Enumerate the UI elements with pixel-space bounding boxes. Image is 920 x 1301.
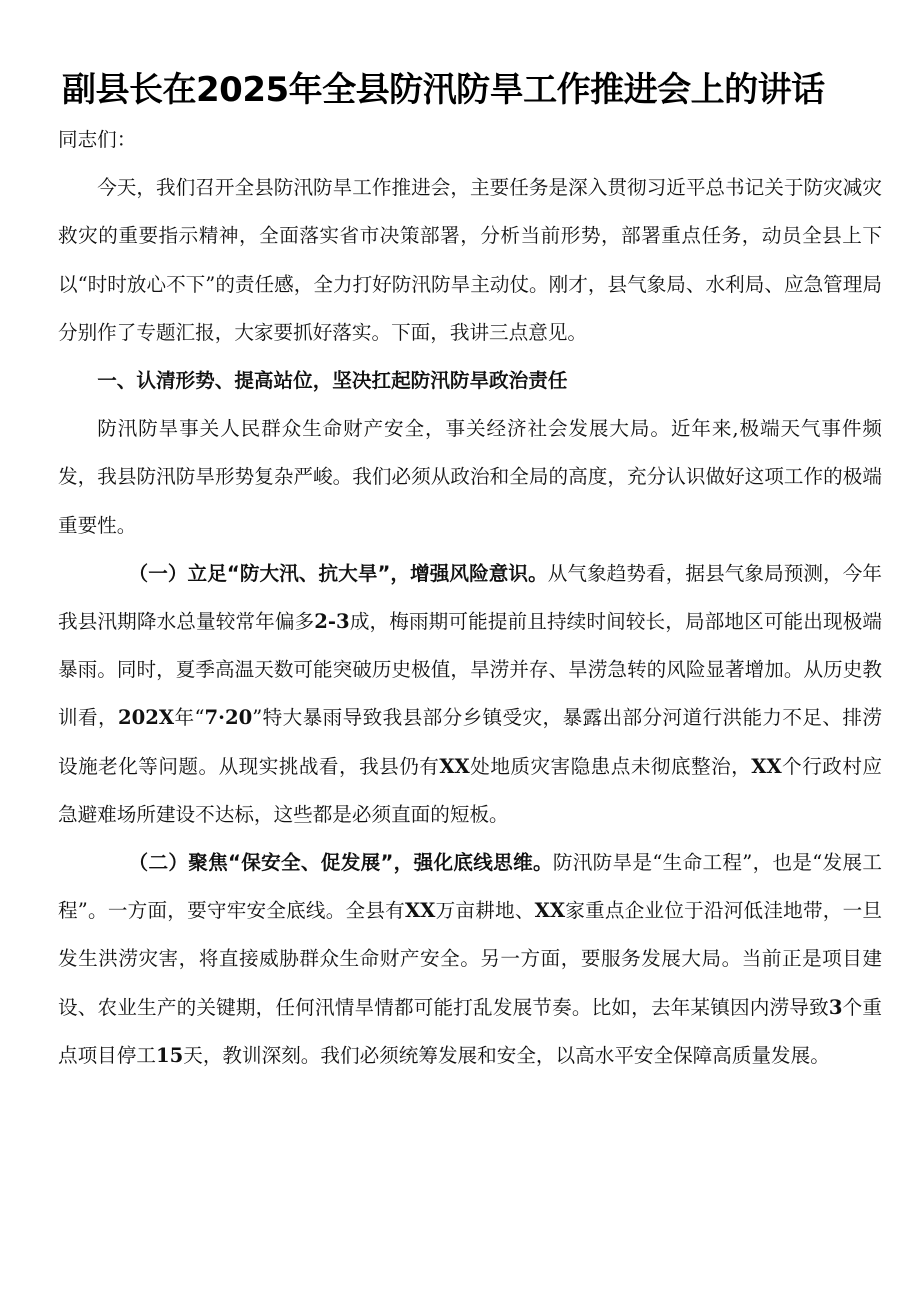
figure-value: XX <box>534 899 566 923</box>
subsection-1-text: 年“ <box>174 706 205 730</box>
section-1-heading: 一、认清形势、提高站位，坚决扛起防汛防旱政治责任 <box>97 369 568 393</box>
figure-value: XX <box>404 899 436 923</box>
document-body <box>58 116 882 1080</box>
subsection-2-text: 家重点企业位于沿河低洼地带，一旦发生洪涝灾害，将直接威胁群众生命财产安全。另一方面，要服务发展大局。当前正是项目建设、农业生产的关键期，任何汛情旱情都可能打乱发展节奏。比如，去年某镇因内涝导致 <box>58 899 882 1019</box>
subsection-1-text: 成，梅雨期可能提前且持续时间较长，局部地区可能出现极端暴雨。同时，夏季高温天数可能突破历史极值，旱涝并存、旱涝急转的风险显著增加。从历史教训看， <box>58 610 883 730</box>
subsection-1-text: ”特大暴雨导致我县部分乡镇受灾，暴露出部分河道行洪能力不足、排涝设施老化等问题。从现实挑战看，我县仍有 <box>58 706 882 778</box>
section-1-paragraph: 防汛防旱事关人民群众生命财产安全，事关经济社会发展大局。近年来,极端天气事件频发，我县防汛防旱形势复杂严峻。我们必须从政治和全局的高度，充分认识做好这项工作的极端重要性。 <box>58 417 882 537</box>
subsection-1-lead: （一）立足“防大汛、抗大旱”，增强风险意识。 <box>128 561 548 585</box>
subsection-2-lead: （二）聚焦“保安全、促发展”，强化底线思维。 <box>128 851 553 875</box>
subsection-1-text: 处地质灾害隐患点未彻底整治， <box>469 754 752 778</box>
subsection-2-text: 天，教训深刻。我们必须统筹发展和安全，以高水平安全保障高质量发展。 <box>183 1043 830 1067</box>
subsection-2-text: 万亩耕地、 <box>435 899 535 923</box>
figure-value: 202X <box>117 706 175 730</box>
figure-value: 2-3 <box>314 610 350 634</box>
subsection-1-text: 个行政村应急避难场所建设不达标，这些都是必须直面的短板。 <box>58 754 883 826</box>
figure-value: 15 <box>155 1043 184 1067</box>
subsection-2-text: 防汛防旱是“生命工程”，也是“发展工程”。一方面，要守牢安全底线。全县有 <box>58 851 882 923</box>
salutation: 同志们： <box>58 128 137 151</box>
figure-value: XX <box>751 754 782 778</box>
subsection-1-text: 从气象趋势看，据县气象局预测，今年我县汛期降水总量较常年偏多 <box>58 561 883 634</box>
subsection-1-paragraph <box>58 550 882 839</box>
figure-value: 3 <box>828 995 843 1019</box>
subsection-2-text: 个重点项目停工 <box>58 995 883 1067</box>
figure-value: 7·20 <box>204 706 253 730</box>
document-title: 副县长在2025年全县防汛防旱工作推进会上的讲话 <box>62 70 825 110</box>
figure-value: XX <box>439 754 470 778</box>
subsection-2-paragraph <box>58 839 882 1080</box>
intro-paragraph: 今天，我们召开全县防汛防旱工作推进会，主要任务是深入贯彻习近平总书记关于防灾减灾救灾的重要指示精神，全面落实省市决策部署，分析当前形势，部署重点任务，动员全县上下以“时时放心不下”的责任感，全力打好防汛防旱主动仗。刚才，县气象局、水利局、应急管理局分别作了专题汇报，大家要抓好落实。下面，我讲三点意见。 <box>58 176 882 344</box>
